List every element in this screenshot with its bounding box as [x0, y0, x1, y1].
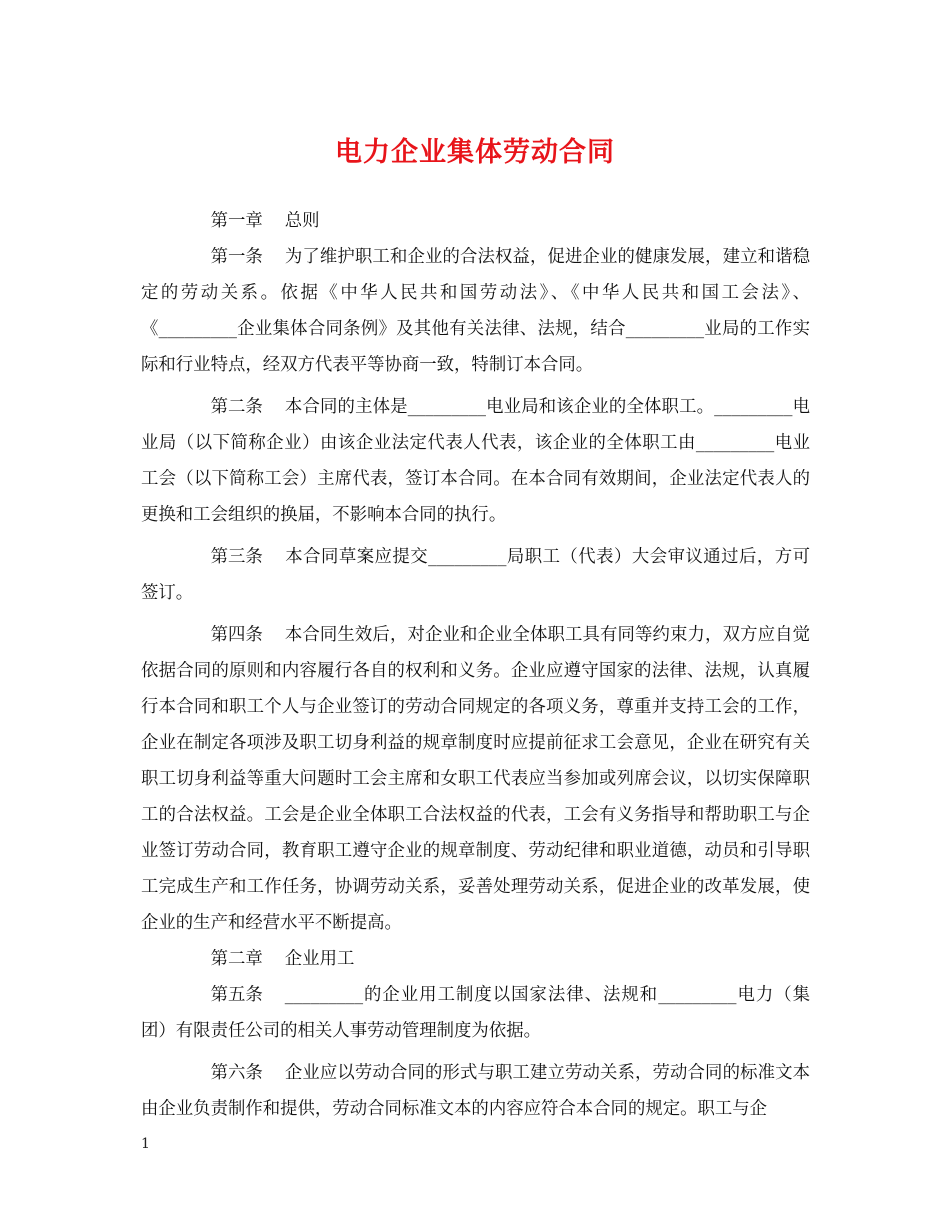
article-paragraph: [141, 239, 810, 383]
chapter-title: 总则: [284, 211, 320, 231]
chapter-heading: [141, 941, 810, 977]
article-text: 企业应以劳动合同的形式与职工建立劳动关系，劳动合同的标准文本由企业负责制作和提供，劳动合同标准文本的内容应符合本合同的规定。职工与企: [141, 1063, 810, 1119]
article-text: 为了维护职工和企业的合法权益，促进企业的健康发展，建立和谐稳定的劳动关系。依据《中华人民共和国劳动法》、《中华人民共和国工会法》、《_________企业集体合同条例》及其他有关法律、法规，结合_________业局的工作实际和行业特点，经双方代表平等协商一致，特制订本合同。: [141, 247, 810, 375]
document-body: [141, 203, 810, 1127]
chapter-title: 企业用工: [284, 949, 355, 969]
chapter-heading: [141, 203, 810, 239]
article-label: 第一条: [210, 247, 263, 267]
page-number: 1: [141, 1136, 150, 1152]
article-label: 第四条: [210, 625, 263, 645]
article-label: 第三条: [210, 547, 263, 567]
article-label: 第二条: [210, 397, 263, 417]
article-text: _________的企业用工制度以国家法律、法规和_________电力（集团）有限责任公司的相关人事劳动管理制度为依据。: [141, 985, 810, 1041]
document-title: 电力企业集体劳动合同: [335, 137, 615, 168]
article-label: 第六条: [210, 1063, 263, 1083]
article-paragraph: [141, 977, 810, 1049]
article-label: 第五条: [210, 985, 263, 1005]
article-text: 本合同的主体是_________电业局和该企业的全体职工。_________电业局（以下简称企业）由该企业法定代表人代表，该企业的全体职工由_________电业工会（以下简称工会）主席代表，签订本合同。在本合同有效期间，企业法定代表人的更换和工会组织的换届，不影响本合同的执行。: [141, 397, 810, 525]
article-paragraph: [141, 389, 810, 533]
chapter-label: 第二章: [210, 949, 263, 969]
article-text: 本合同生效后，对企业和企业全体职工具有同等约束力，双方应自觉依据合同的原则和内容履行各自的权利和义务。企业应遵守国家的法律、法规，认真履行本合同和职工个人与企业签订的劳动合同规定的各项义务，尊重并支持工会的工作，企业在制定各项涉及职工切身利益的规章制度时应提前征求工会意见，企业在研究有关职工切身利益等重大问题时工会主席和女职工代表应当参加或列席会议，以切实保障职工的合法权益。工会是企业全体职工合法权益的代表，工会有义务指导和帮助职工与企业签订劳动合同，教育职工遵守企业的规章制度、劳动纪律和职业道德，动员和引导职工完成生产和工作任务，协调劳动关系，妥善处理劳动关系，促进企业的改革发展，使企业的生产和经营水平不断提高。: [141, 625, 810, 933]
article-paragraph: [141, 539, 810, 611]
article-paragraph: [141, 1055, 810, 1127]
article-text: 本合同草案应提交_________局职工（代表）大会审议通过后，方可签订。: [141, 547, 810, 603]
chapter-label: 第一章: [210, 211, 263, 231]
article-paragraph: [141, 617, 810, 941]
